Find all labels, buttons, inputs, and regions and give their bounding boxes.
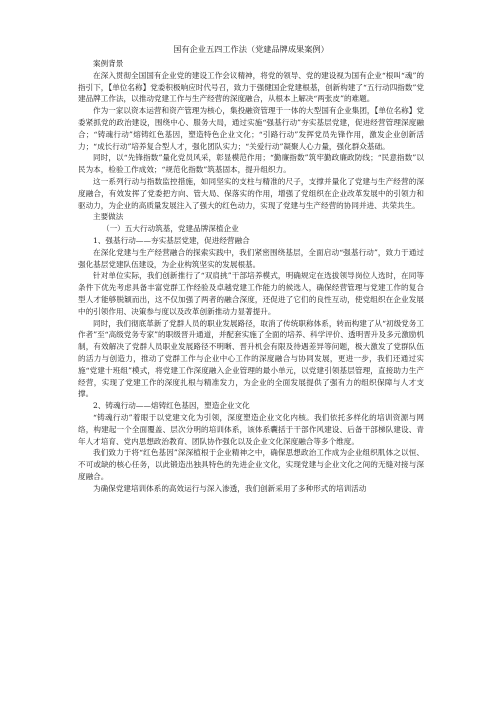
section-heading-practice: 主要做法: [93, 212, 124, 222]
paragraph: 这一系列行动与指数监控措施，如同坚实的支柱与精准的尺子，支撑并量化了党建与生产经营的深度融合，有效发挥了党委把方向、管大局、保落实的作用，增强了党组织在企业改革发展中的引领力和驱动力，为企业的高质量发展注入了强大的红色动力，实现了党建与生产经营的协同并进、共荣共生。: [78, 176, 424, 210]
paragraph: 在深入贯彻全国国有企业党的建设工作会议精神，将党的领导、党的建设视为国有企业“根叫“魂”的指引下，【单位名称】党委积极响应时代号召，致力于强健国企党建根基，创新构建了“五行动四指数”党建品牌工作法，以推动党建工作与生产经营的深度融合，从根本上解决“两张皮”的难题。: [78, 70, 424, 104]
paragraph: “铸魂行动”着眼于以党建文化为引领，深度塑造企业文化内核。我们依托多样化的培训资源与网络，构建起一个全面覆盖、层次分明的培训体系，该体系囊括于干部作风建设、后备干部梯队建设、青年人才培育、党内思想政治教育、团队协作强化以及企业文化深度融合等多个维度。: [78, 412, 424, 446]
paragraph: 我们致力于将“红色基因”深深植根于企业精神之中，确保思想政治工作成为企业组织肌体之以恒、不可或缺的核心任务，以此锻造出独具特色的先进企业文化，实现党建与企业文化之间的无缝对接与深度融合。: [78, 448, 424, 481]
paragraph: 作为一家以资本运营和资产管理为核心，集投融资管理于一体的大型国有企业集团，【单位名称】党委紧抓党的政治建设，围绕中心、服务大局，通过实施“强基行动”夯实基层党建，促进经营管理深度融合；“铸魂行动”熔铸红色基因，塑造特色企业文化；“引路行动”发挥党员先锋作用，激发企业创新活力；“成长行动”培养复合型人才，强化团队实力；“关爱行动”凝聚人心力量，强化群众基础。: [78, 106, 424, 151]
item-heading: 2、铸魂行动——熔铸红色基因，塑造企业文化: [93, 401, 250, 411]
paragraph: 同时，我们彻底革新了党群人员的职业发展路径，取消了传统职称体系，转而构建了从“初级党务工作者”至“高级党务专家”的职级晋升通道，并配套实施了全面的培养、科学评价、透明晋升及多元激励机制，有效解决了党群人员职业发展路径不明晰、晋升机会有限及待遇差异等问题，极大激发了党群队伍的活力与创造力，推动了党群工作与企业中心工作的深度融合与协同发展，更进一步，我们还通过实施“党建十班组”模式，将党建工作深度融入企业管理的最小单元，以党建引领基层管理，直接助力生产经营，实现了党建工作的深度扎根与精准发力，为企业的全面发展提供了强有力的组织保障与人才支撑。: [78, 318, 424, 399]
section-heading-background: 案例背景: [93, 59, 124, 68]
document-title: 国有企业五四工作法（党建品牌成果案例）: [173, 44, 329, 54]
sub-heading: （一）五大行动筑基，党建品牌深植企业: [102, 224, 239, 234]
paragraph: 同时，以“先锋指数”量化党员风采，彰显模范作用；“勤廉指数”筑牢勤政廉政防线；“民意指数”以民为本，检验工作成效；“规范化指数”筑基固本，提升组织力。: [78, 153, 424, 175]
paragraph: 针对单位实际，我们创新推行了“双肩挑”干部培养模式，明确规定在选拔领导岗位人选时，在同等条件下优先考虑具备丰富党群工作经验及卓越党建工作能力的候选人，确保经营管理与党建工作的复合型人才能够脱颖而出，这不仅加强了两者的融合深度，还促进了它们的良性互动，使党组织在企业发展中的引领作用、决策参与度以及改革创新推动力显著提升。: [78, 271, 424, 316]
paragraph: 在深化党建与生产经营融合的探索实践中，我们紧密围绕基层，全面启动“强基行动”，致力于通过强化基层党建队伍建设，为企业构筑坚实的发展根基。: [78, 247, 424, 269]
item-heading: 1、强基行动——夯实基层党建，促进经营融合: [93, 235, 250, 245]
paragraph: 为确保党建培训体系的高效运行与深入渗透，我们创新采用了多种形式的培训活动: [93, 483, 367, 493]
